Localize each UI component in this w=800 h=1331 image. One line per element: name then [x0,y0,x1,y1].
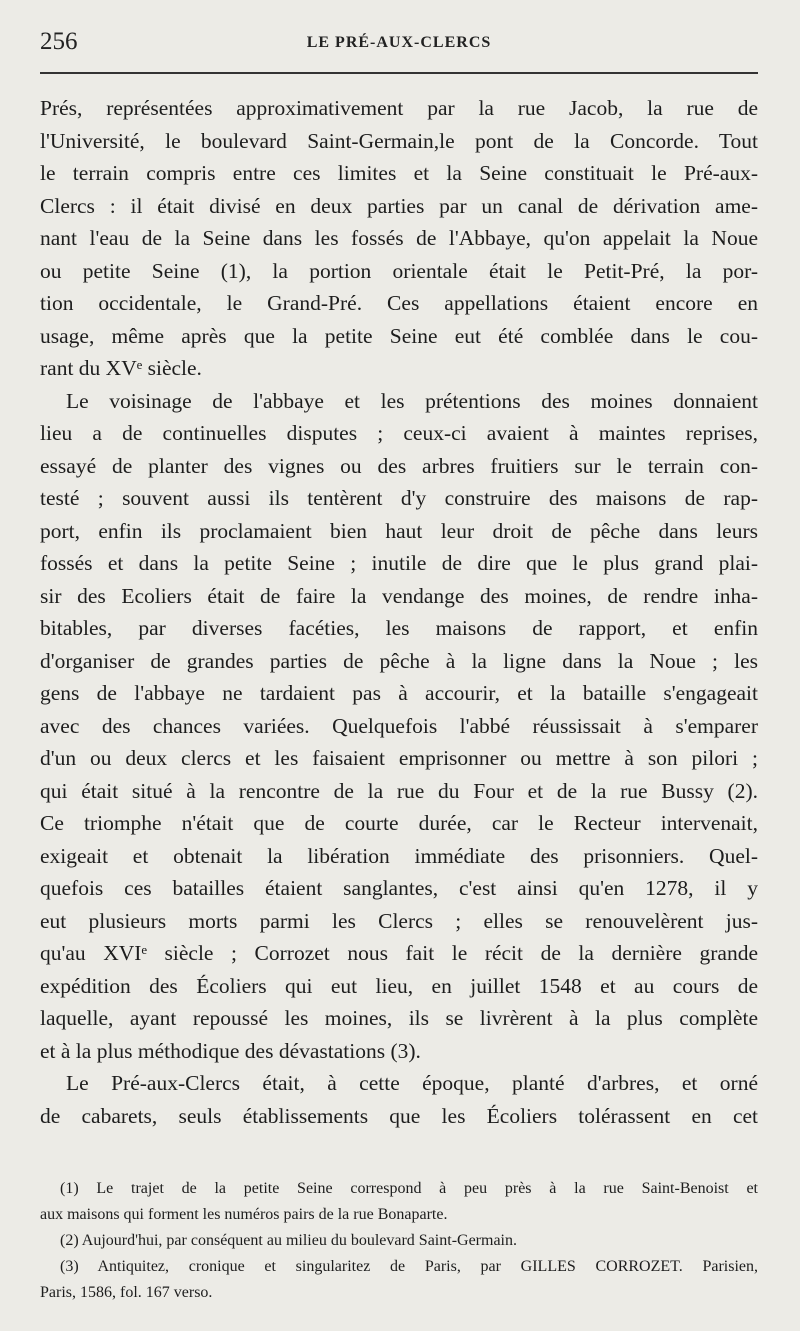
footnote-line: (2) Aujourd'hui, par conséquent au milieu du boulevard Saint-Germain. [60,1232,517,1249]
page-header [40,28,758,62]
text-line: tion occidentale, le Grand-Pré. Ces appellations étaient encore en [40,291,758,315]
paragraph-1 [40,92,758,385]
text-line: Le Pré-aux-Clercs était, à cette époque, planté d'arbres, et orné [66,1071,758,1095]
text-line: rant du XVᵉ siècle. [40,356,202,380]
text-line: de cabarets, seuls établissements que les Écoliers tolérassent en cet [40,1103,758,1128]
footnote-line: (1) Le trajet de la petite Seine correspond à peu près à la rue Saint-Benoist et [60,1180,758,1197]
text-line: gens de l'abbaye ne tardaient pas à accourir, et la bataille s'engageait [40,681,758,705]
body-text [40,92,758,1132]
text-line: ou petite Seine (1), la portion orientale était le Petit-Pré, la por- [40,258,758,283]
page-number: 256 [40,28,78,55]
text-line: Le voisinage de l'abbaye et les prétentions des moines donnaient [66,388,758,413]
text-line: Clercs : il était divisé en deux parties par un canal de dérivation ame- [40,193,758,218]
text-line: qui était situé à la rencontre de la rue du Four et de la rue Bussy (2). [40,778,758,803]
text-line: sir des Ecoliers était de faire la vendange des moines, de rendre inha- [40,583,758,608]
footnote-line: (3) Antiquitez, cronique et singularitez de Paris, par GILLES CORROZET. Parisien, [60,1258,758,1275]
text-line: l'Université, le boulevard Saint-Germain,le pont de la Concorde. Tout [40,128,758,153]
footnote-1 [40,1176,758,1228]
text-line: fossés et dans la petite Seine ; inutile de dire que le plus grand plai- [40,551,758,575]
text-line: Ce triomphe n'était que de courte durée, car le Recteur intervenait, [40,811,758,835]
text-line: avec des chances variées. Quelquefois l'abbé réussissait à s'emparer [40,713,758,738]
paragraph-3 [40,1067,758,1132]
footnote-line: aux maisons qui forment les numéros pairs de la rue Bonaparte. [40,1206,448,1223]
running-head: LE PRÉ-AUX-CLERCS [306,34,492,51]
text-line: expédition des Écoliers qui eut lieu, en juillet 1548 et au cours de [40,973,758,998]
text-line: essayé de planter des vignes ou des arbres fruitiers sur le terrain con- [40,453,758,478]
text-line: d'un ou deux clercs et les faisaient emprisonner ou mettre à son pilori ; [40,746,758,770]
text-line: Prés, représentées approximativement par la rue Jacob, la rue de [40,96,758,120]
text-line: exigeait et obtenait la libération immédiate des prisonniers. Quel- [40,843,758,868]
footnote-2 [40,1228,758,1254]
header-rule [40,72,758,74]
text-line: quefois ces batailles étaient sanglantes, c'est ainsi qu'en 1278, il y [40,876,758,900]
text-line: le terrain compris entre ces limites et la Seine constituait le Pré-aux- [40,161,758,185]
text-line: d'organiser de grandes parties de pêche à la ligne dans la Noue ; les [40,648,758,673]
text-line: laquelle, ayant repoussé les moines, ils se livrèrent à la plus complète [40,1006,758,1030]
text-line: eut plusieurs morts parmi les Clercs ; elles se renouvelèrent jus- [40,908,758,933]
text-line: qu'au XVIᵉ siècle ; Corrozet nous fait le récit de la dernière grande [40,941,758,965]
text-line: port, enfin ils proclamaient bien haut leur droit de pêche dans leurs [40,518,758,543]
text-line: nant l'eau de la Seine dans les fossés de l'Abbaye, qu'on appelait la Noue [40,226,758,250]
footnotes [40,1176,758,1306]
text-line: et à la plus méthodique des dévastations (3). [40,1038,421,1063]
footnote-3 [40,1254,758,1306]
text-line: bitables, par diverses facéties, les maisons de rapport, et enfin [40,616,758,640]
text-line: testé ; souvent aussi ils tentèrent d'y construire des maisons de rap- [40,486,758,510]
text-line: usage, même après que la petite Seine eut été comblée dans le cou- [40,323,758,348]
footnote-line: Paris, 1586, fol. 167 verso. [40,1284,213,1301]
text-line: lieu a de continuelles disputes ; ceux-ci avaient à maintes reprises, [40,421,758,445]
paragraph-2 [40,385,758,1068]
